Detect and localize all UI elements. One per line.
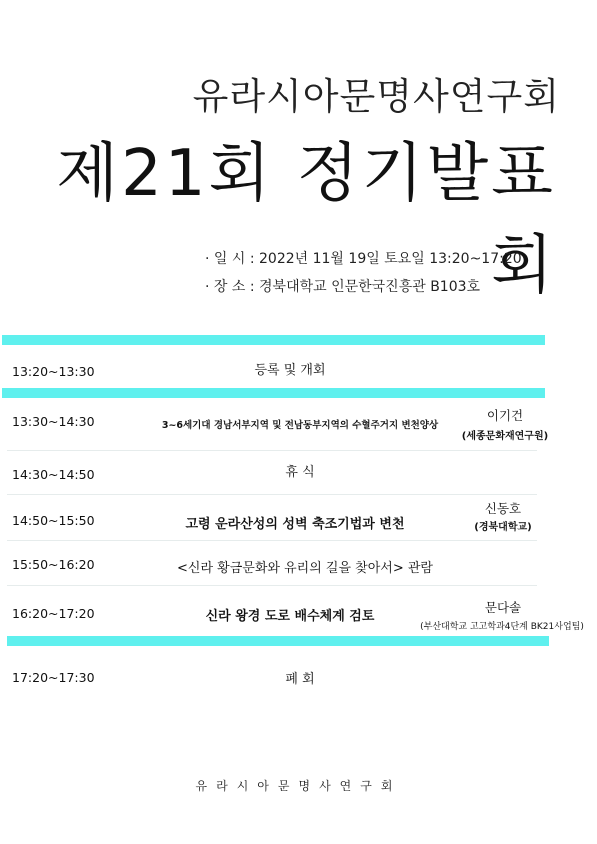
divider <box>7 450 537 451</box>
schedule-time: 14:30~14:50 <box>12 467 95 482</box>
divider <box>7 494 537 495</box>
presenter-affiliation: (부산대학교 고고학과4단계 BK21사업팀) <box>420 622 584 632</box>
presenter-name: 신동호 <box>484 501 522 516</box>
event-title: 제21회 정기발표회 <box>56 137 556 303</box>
schedule-time: 13:20~13:30 <box>12 364 95 379</box>
schedule-time: 16:20~17:20 <box>12 606 95 621</box>
accent-bar-3 <box>7 636 549 646</box>
accent-bar-top <box>2 335 545 345</box>
presenter-affiliation: (경북대학교) <box>474 522 532 533</box>
schedule-program: 휴 식 <box>285 465 315 480</box>
schedule-program: 폐 회 <box>285 672 315 687</box>
schedule-program: <신라 황금문화와 유리의 길을 찾아서> 관람 <box>177 561 433 576</box>
schedule-time: 13:30~14:30 <box>12 414 95 429</box>
schedule-time: 17:20~17:30 <box>12 670 95 685</box>
accent-bar-2 <box>2 388 545 398</box>
divider <box>7 540 537 541</box>
presenter-name: 이기건 <box>486 408 524 423</box>
presenter-name: 문다솔 <box>484 600 522 615</box>
event-venue: · 장 소 : 경북대학교 인문한국진흥관 B103호 <box>205 279 481 295</box>
schedule-program: 신라 왕경 도로 배수체계 검토 <box>205 609 375 624</box>
presenter-affiliation: (세종문화재연구원) <box>461 431 549 442</box>
event-date: · 일 시 : 2022년 11월 19일 토요일 13:20~17:20 <box>205 251 522 267</box>
schedule-time: 14:50~15:50 <box>12 513 95 528</box>
footer-organization: 유라시아문명사연구회 <box>195 779 402 793</box>
schedule-time: 15:50~16:20 <box>12 557 95 572</box>
organization-name: 유라시아문명사연구회 <box>192 75 560 118</box>
schedule-program: 3~6세기대 경남서부지역 및 전남동부지역의 수혈주거지 변천양상 <box>161 420 439 431</box>
divider <box>7 585 537 586</box>
schedule-program: 고령 운라산성의 성벽 축조기법과 변천 <box>185 517 405 532</box>
schedule-program: 등록 및 개회 <box>254 363 326 378</box>
